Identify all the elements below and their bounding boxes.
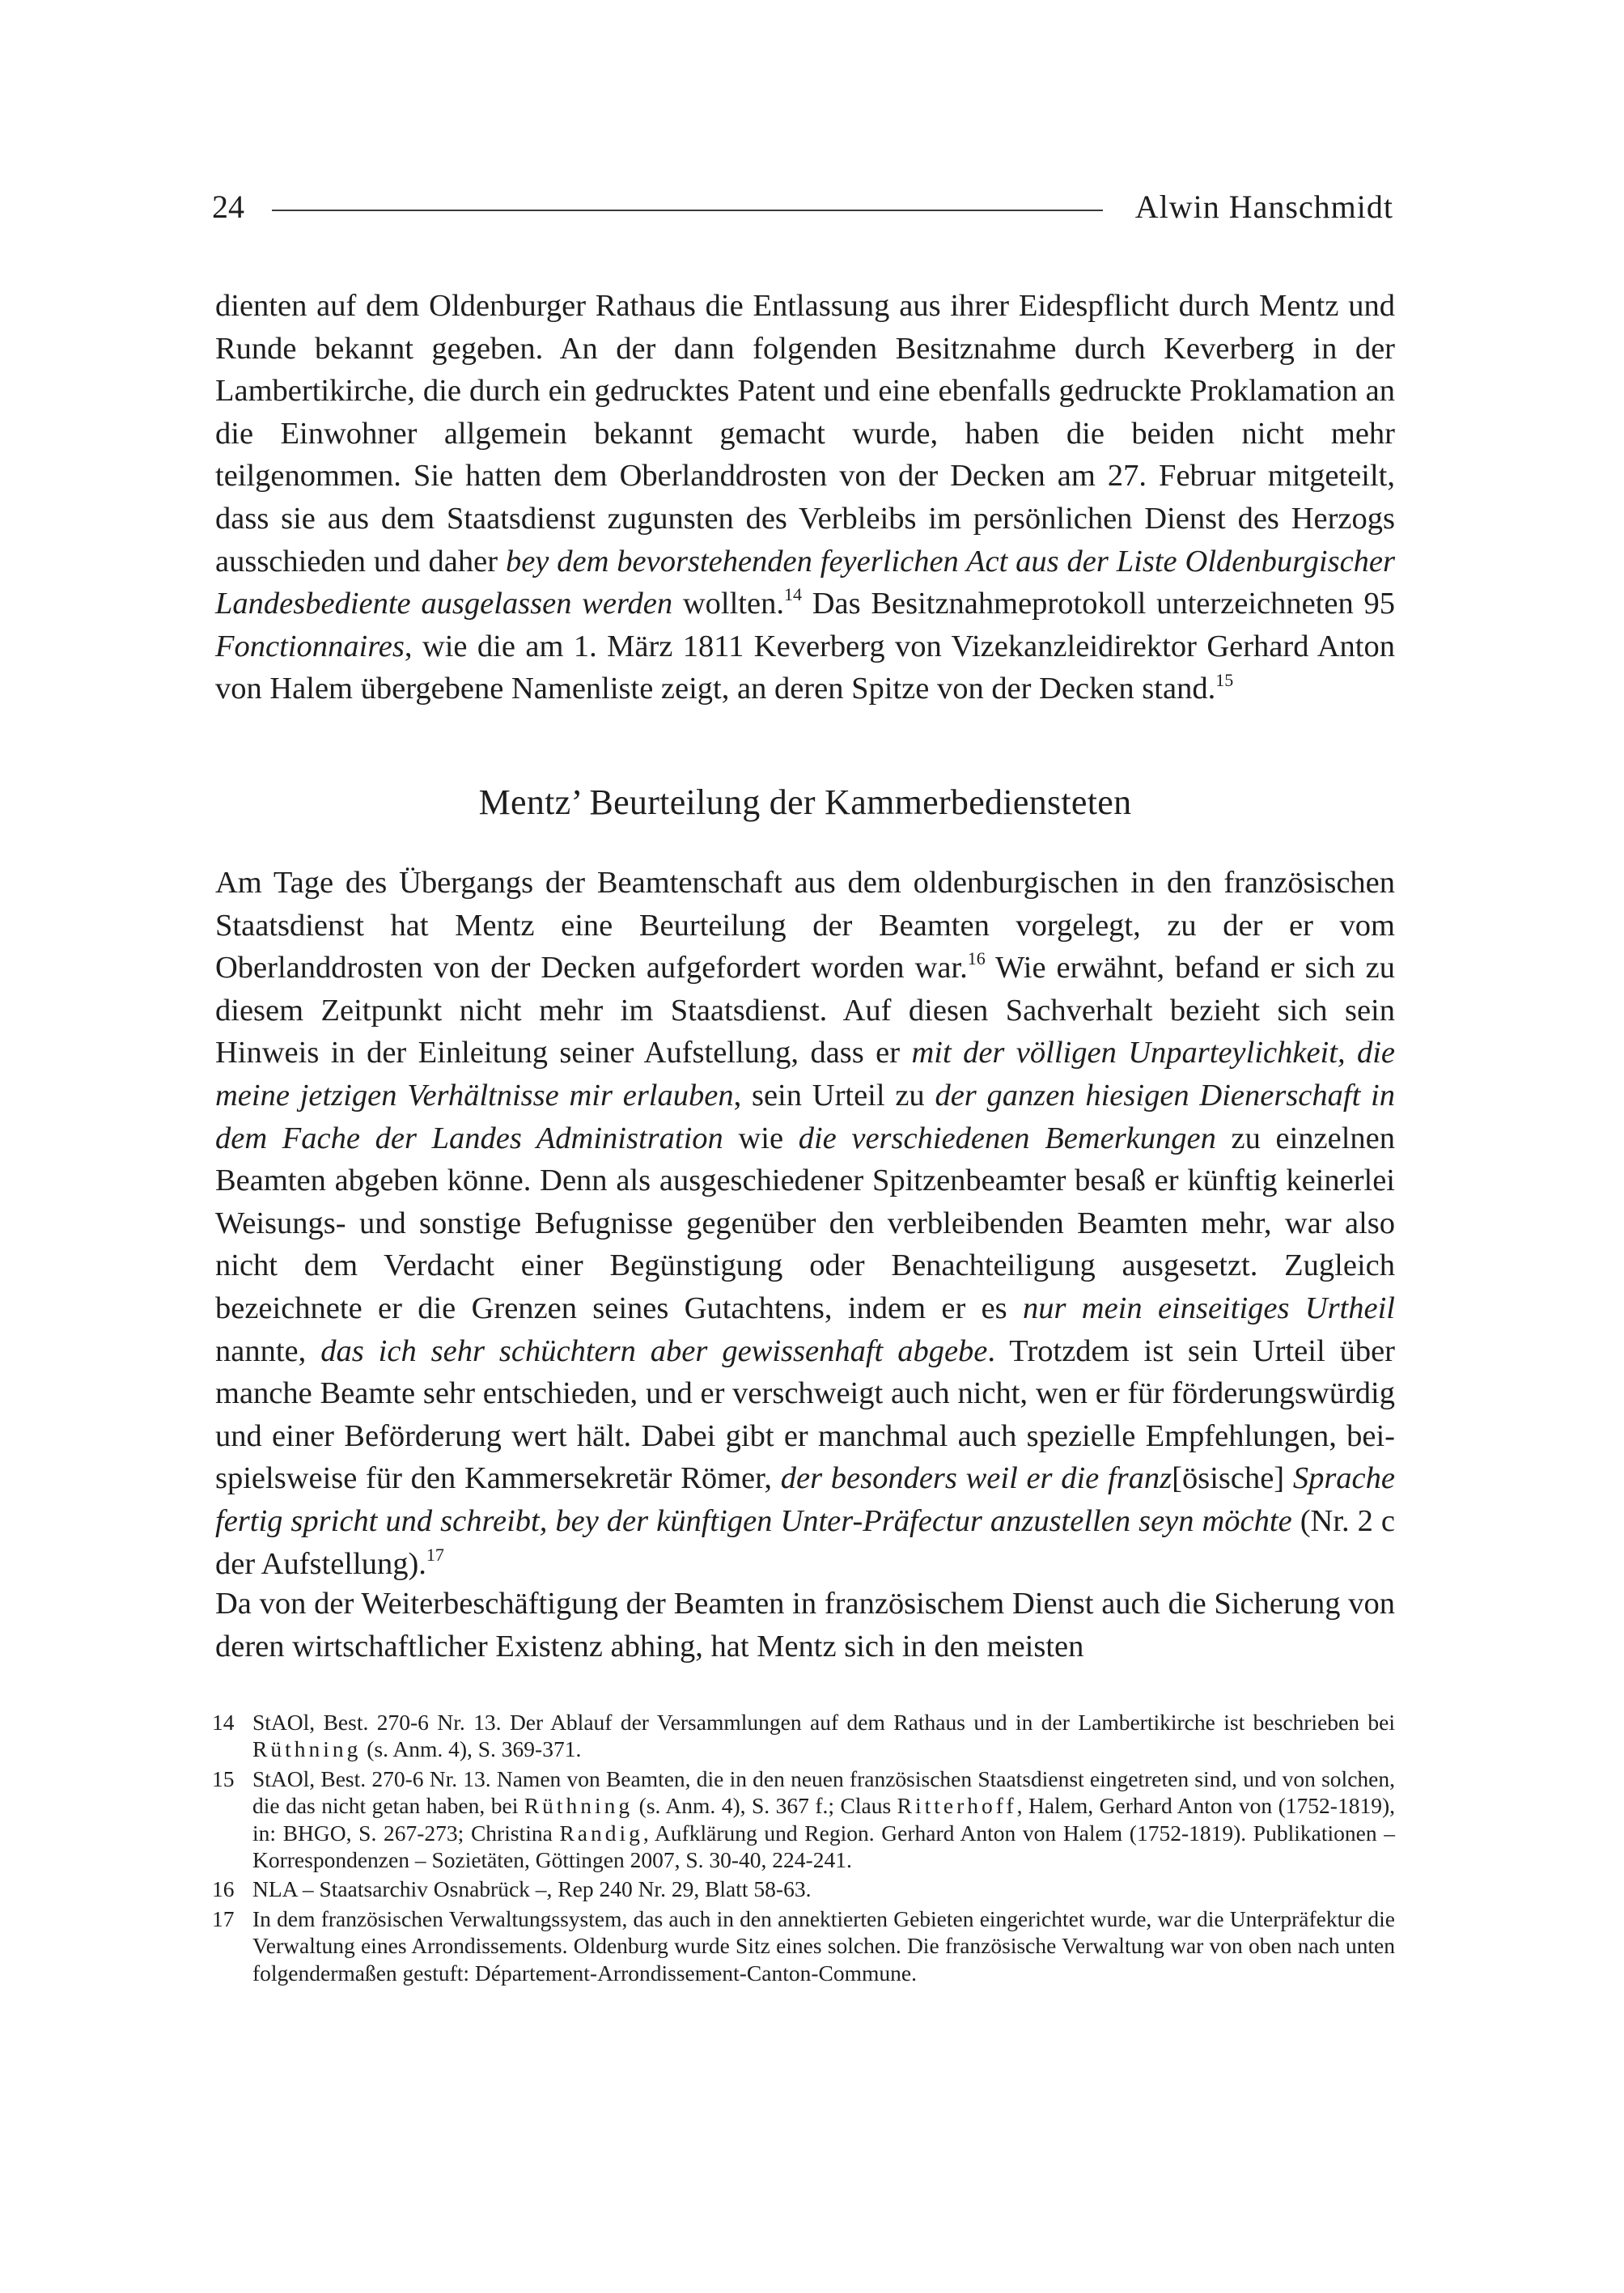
footnote-text: StAOl, Best. 270-6 Nr. 13. Namen von Beamten, die in den neuen französischen Staatsdienst eingetreten sind, und von solchen, die das nicht getan haben, bei Rüthning (s. Anm. 4), S. 367 f.; Claus Ritterhoff, Halem, Gerhard Anton von (1752-1819), in: BHGO, S. 267-273; Christina Randig, Aufklärung und Region. Gerhard Anton von Halem (1752-1819). Publikationen – Korrespondenzen – Sozietäten, Göttingen 2007, S. 30-40, 224-241.	[252, 1765, 1395, 1873]
running-head	[212, 183, 1393, 231]
quote-italic: der ganzen hiesigen Dienerschaft in dem Fache der Landes Administration	[215, 1078, 1396, 1155]
footnote-16	[212, 1876, 1395, 1902]
author-name: Randig	[559, 1820, 643, 1846]
footnote-number: 16	[212, 1876, 235, 1902]
term-italic: Fonctionnaires	[215, 629, 405, 663]
quote-italic: nur mein einseitiges Urtheil	[1022, 1291, 1395, 1325]
footnote-text: In dem französischen Verwaltungssystem, das auch in den annektierten Gebieten eingerichtet wurde, war die Unterpräfektur die Verwaltung eines Arrondissements. Oldenburg wurde Sitz eines solchen. Die französische Verwaltung war von oben nach unten folgendermaßen gestuft: Département-Arrondissement-Canton-Commune.	[252, 1905, 1395, 1986]
author-name: Rüthning	[252, 1736, 362, 1762]
footnote-ref-17: 17	[426, 1544, 444, 1565]
quote-italic: mit der völligen Unparteylichkeit, die meine jetzigen Verhältnisse mir erlauben	[215, 1036, 1396, 1113]
footnote-text: StAOl, Best. 270-6 Nr. 13. Der Ablauf der Versammlungen auf dem Rathaus und in der Lambertikirche ist beschrieben bei Rüthning (s. Anm. 4), S. 369-371.	[252, 1710, 1395, 1762]
running-head-author: Alwin Hanschmidt	[1134, 189, 1393, 225]
quote-italic: das ich sehr schüchtern aber gewissenhaft abgebe	[320, 1333, 988, 1368]
footnote-ref-15: 15	[1215, 669, 1234, 690]
page-number: 24	[212, 189, 244, 225]
footnotes	[212, 1709, 1395, 1989]
footnote-ref-14: 14	[783, 584, 802, 605]
quote-italic: die verschiedenen Bemerkungen	[798, 1121, 1216, 1155]
footnote-number: 17	[212, 1905, 235, 1931]
paragraph-1: dienten auf dem Oldenburger Rathaus die Entlassung aus ihrer Eidespflicht durch Mentz und Runde bekannt gegeben. An der dann folgenden Besitznahme durch Keverberg in der Lambertikirche, die durch ein gedrucktes Patent und eine ebenfalls gedruckte Proklamation an die Einwohner allgemein bekannt gemacht wurde, haben die beiden nicht mehr teilgenommen. Sie hatten dem Oberlanddrosten von der Decken am 27. Februar mitgeteilt, dass sie aus dem Staatsdienst zugunsten des Verbleibs im persönlichen Dienst des Herzogs ausschieden und daher bey dem bevorstehenden feyerlichen Act aus der Liste Oldenburgischer Landesbediente ausgelassen werden wollten.$^{14}$ Das Besitznahmeprotokoll unterzeichneten 95 Fonctionnaires, wie die am 1. März 1811 Keverberg von Vizekanzleidirektor Gerhard Anton von Halem übergebene Namenliste zeigt, an deren Spitze von der Decken stand.$^{15}$	[215, 289, 1396, 706]
quote-italic: bey dem bevorstehenden feyerlichen Act aus der Liste Oldenburgischer Landesbediente ausgelassen werden	[215, 544, 1396, 621]
footnote-number: 14	[212, 1710, 235, 1735]
quote-italic: der besonders weil er die franz	[780, 1461, 1172, 1496]
author-name: Rüthning	[524, 1793, 634, 1819]
paragraph-2: Am Tage des Übergangs der Beamtenschaft aus dem oldenburgischen in den französischen Staatsdienst hat Mentz eine Beurteilung der Beamten vorgelegt, zu der er vom Oberlanddrosten von der Decken aufgefordert worden war.$^{16}$ Wie erwähnt, befand er sich zu diesem Zeitpunkt nicht mehr im Staatsdienst. Auf diesen Sachverhalt bezieht sich sein Hinweis in der Einleitung seiner Aufstellung, dass er mit der völligen Unparteylichkeit, die meine jetzigen Verhältnisse mir erlauben, sein Urteil zu der ganzen hiesigen Dienerschaft in dem Fache der Landes Administration wie die verschiedenen Bemerkungen zu einzelnen Beamten abgeben könne. Denn als ausgeschiedener Spitzenbeamter besaß er künftig keinerlei Weisungs- und sonstige Befugnisse gegenüber den verbleibenden Beamten mehr, war also nicht dem Verdacht einer Begünstigung oder Benachteiligung ausgesetzt. Zugleich bezeichnete er die Grenzen seines Gutachtens, indem er es nur mein einseitiges Urtheil nannte, das ich sehr schüchtern aber gewissenhaft abgebe. Trotzdem ist sein Urteil über manche Beamte sehr entschieden, und er verschweigt auch nicht, wen er für förderungswürdig und einer Beförderung wert hält. Dabei gibt er manchmal auch spezielle Empfehlungen, beispielsweise für den Kammersekretär Römer, der besonders weil er die franz[ösische] Sprache fertig spricht und schreibt, bey der künftigen Unter-Präfectur anzustellen seyn möchte (Nr. 2 c der Aufstellung).$^{17}$	[215, 866, 1396, 1581]
header-rule	[272, 210, 1103, 211]
quote-italic: Sprache fertig spricht und schreibt, bey der künftigen Unter-Präfectur anzustellen seyn möchte	[215, 1461, 1395, 1538]
footnote-14	[212, 1709, 1395, 1763]
author-name: Ritterhoff	[897, 1793, 1017, 1819]
footnote-ref-16: 16	[967, 948, 986, 969]
footnote-number: 15	[212, 1765, 235, 1791]
footnote-text: NLA – Staatsarchiv Osnabrück –, Rep 240 Nr. 29, Blatt 58-63.	[252, 1876, 812, 1902]
section-heading: Mentz’ Beurteilung der Kammerbediensteten	[478, 782, 1132, 822]
footnote-15	[212, 1765, 1395, 1874]
paragraph-3: Da von der Weiterbeschäftigung der Beamten in französischem Dienst auch die Sicherung von deren wirtschaftlicher Existenz abhing, hat Mentz sich in den meisten	[215, 1587, 1395, 1664]
footnote-17	[212, 1905, 1395, 1986]
